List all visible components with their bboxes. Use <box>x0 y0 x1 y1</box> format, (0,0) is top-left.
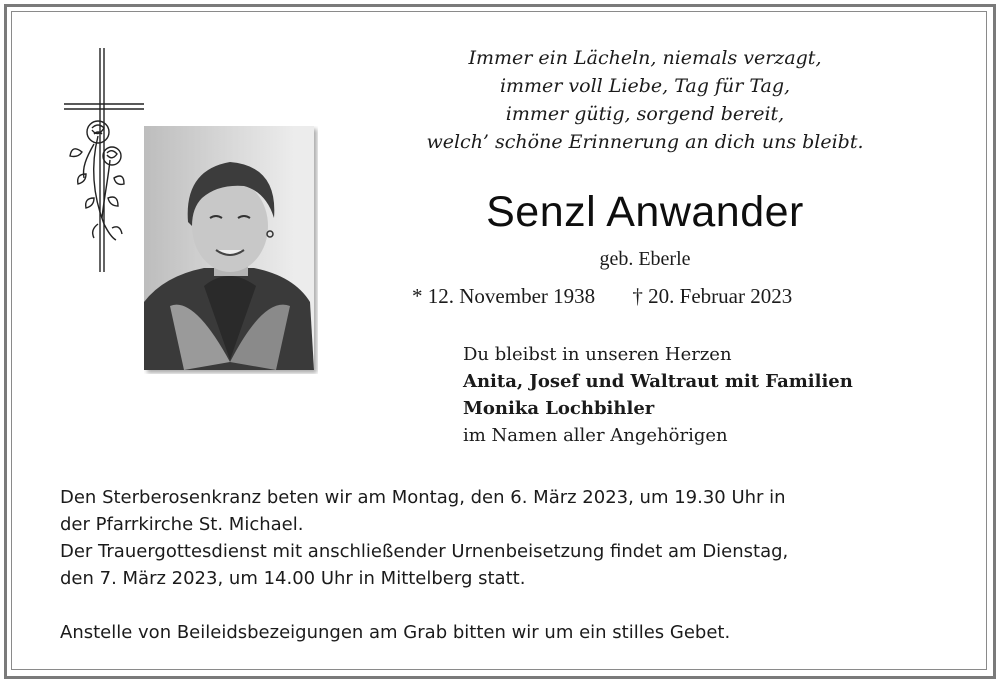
mourners-block <box>463 341 853 449</box>
poem-line: immer voll Liebe, Tag für Tag, <box>499 75 791 97</box>
service-notice <box>60 484 930 646</box>
deceased-name: Senzl Anwander <box>486 188 804 236</box>
cross-with-roses-icon <box>64 48 146 274</box>
spacer <box>60 592 930 619</box>
birth-name: geb. Eberle <box>599 248 691 270</box>
life-dates <box>412 284 792 309</box>
portrait-photo <box>144 126 318 374</box>
mourners-names: Monika Lochbihler <box>463 398 655 419</box>
notice-line: der Pfarrkirche St. Michael. <box>60 514 304 535</box>
notice-line: Den Sterberosenkranz beten wir am Montag, den 6. März 2023, um 19.30 Uhr in <box>60 487 786 508</box>
mourners-names: Anita, Josef und Waltraut mit Familien <box>463 371 853 392</box>
memorial-poem <box>380 44 910 156</box>
poem-line: immer gütig, sorgend bereit, <box>505 103 785 125</box>
birth-date: * 12. November 1938 <box>412 284 596 308</box>
poem-line: Immer ein Lächeln, niemals verzagt, <box>468 47 822 69</box>
notice-line: Anstelle von Beileidsbezeigungen am Grab bitten wir um ein stilles Gebet. <box>60 622 731 643</box>
poem-line: welch’ schöne Erinnerung an dich uns bleibt. <box>426 131 864 153</box>
notice-line: Der Trauergottesdienst mit anschließender Urnenbeisetzung findet am Dienstag, <box>60 541 789 562</box>
mourners-line: Du bleibst in unseren Herzen <box>463 344 732 365</box>
death-date: † 20. Februar 2023 <box>632 284 793 308</box>
mourners-line: im Namen aller Angehörigen <box>463 425 728 446</box>
notice-line: den 7. März 2023, um 14.00 Uhr in Mittelberg statt. <box>60 568 526 589</box>
